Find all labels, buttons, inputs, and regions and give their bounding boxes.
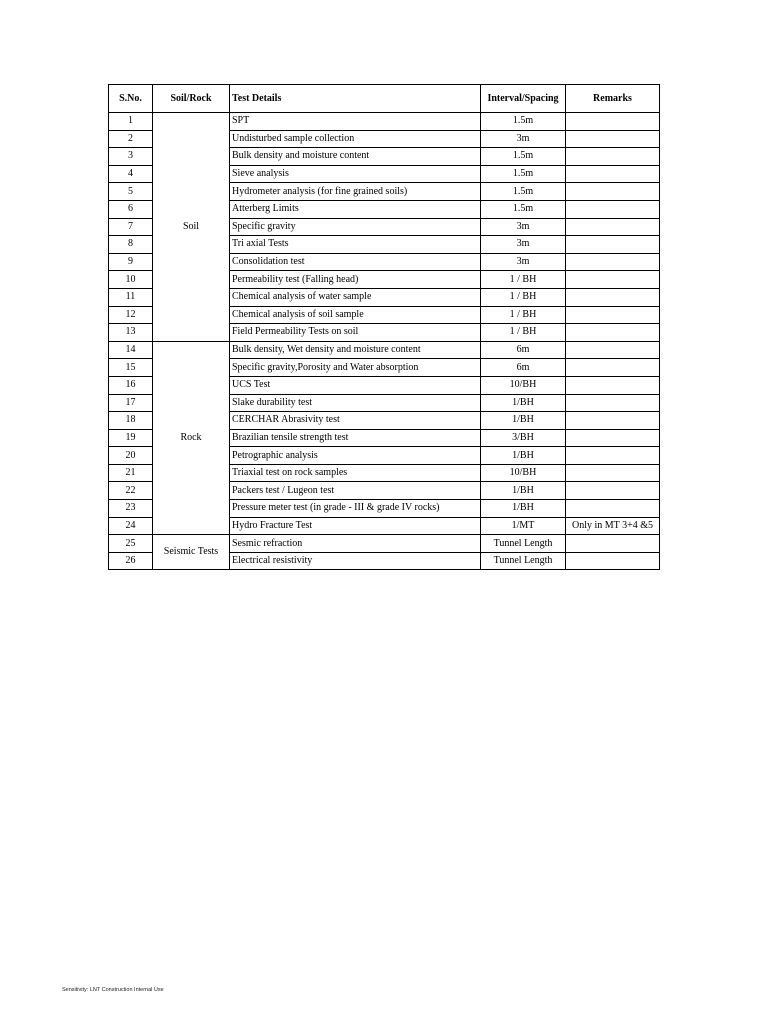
cell-remarks [566, 148, 660, 166]
cell-interval: 10/BH [481, 376, 566, 394]
table-row [109, 535, 660, 553]
header-interval: Interval/Spacing [481, 85, 566, 113]
cell-interval: 3m [481, 253, 566, 271]
cell-sno: 20 [109, 447, 153, 465]
cell-remarks [566, 394, 660, 412]
cell-sno: 9 [109, 253, 153, 271]
cell-remarks: Only in MT 3+4 &5 [566, 517, 660, 535]
cell-interval: 1.5m [481, 148, 566, 166]
cell-sno: 7 [109, 218, 153, 236]
cell-remarks [566, 482, 660, 500]
cell-remarks [566, 429, 660, 447]
cell-remarks [566, 359, 660, 377]
cell-test-details: Specific gravity,Porosity and Water absorption [230, 359, 481, 377]
cell-remarks [566, 253, 660, 271]
cell-sno: 15 [109, 359, 153, 377]
header-sno: S.No. [109, 85, 153, 113]
cell-remarks [566, 130, 660, 148]
cell-test-details: Brazilian tensile strength test [230, 429, 481, 447]
cell-test-details: Slake durability test [230, 394, 481, 412]
cell-remarks [566, 552, 660, 570]
cell-remarks [566, 412, 660, 430]
cell-interval: 3m [481, 236, 566, 254]
cell-remarks [566, 218, 660, 236]
cell-sno: 4 [109, 165, 153, 183]
cell-remarks [566, 306, 660, 324]
cell-remarks [566, 271, 660, 289]
cell-test-details: Hydro Fracture Test [230, 517, 481, 535]
cell-sno: 5 [109, 183, 153, 201]
cell-sno: 23 [109, 500, 153, 518]
cell-test-details: Field Permeability Tests on soil [230, 324, 481, 342]
cell-interval: 3m [481, 218, 566, 236]
cell-interval: Tunnel Length [481, 552, 566, 570]
header-category: Soil/Rock [153, 85, 230, 113]
cell-sno: 21 [109, 464, 153, 482]
cell-test-details: SPT [230, 113, 481, 131]
cell-sno: 2 [109, 130, 153, 148]
cell-test-details: Bulk density and moisture content [230, 148, 481, 166]
cell-remarks [566, 236, 660, 254]
cell-test-details: Chemical analysis of water sample [230, 288, 481, 306]
cell-sno: 17 [109, 394, 153, 412]
cell-interval: 1.5m [481, 113, 566, 131]
cell-interval: 1 / BH [481, 288, 566, 306]
cell-sno: 25 [109, 535, 153, 553]
cell-interval: 3m [481, 130, 566, 148]
cell-sno: 26 [109, 552, 153, 570]
cell-sno: 19 [109, 429, 153, 447]
cell-sno: 13 [109, 324, 153, 342]
cell-interval: 1/BH [481, 482, 566, 500]
table-body [109, 113, 660, 570]
cell-remarks [566, 341, 660, 359]
cell-test-details: Hydrometer analysis (for fine grained soils) [230, 183, 481, 201]
cell-interval: 1.5m [481, 165, 566, 183]
cell-test-details: Specific gravity [230, 218, 481, 236]
cell-interval: 1 / BH [481, 306, 566, 324]
cell-sno: 24 [109, 517, 153, 535]
cell-remarks [566, 324, 660, 342]
cell-remarks [566, 113, 660, 131]
cell-test-details: Chemical analysis of soil sample [230, 306, 481, 324]
cell-remarks [566, 464, 660, 482]
table-row [109, 113, 660, 131]
test-schedule-table [108, 84, 660, 570]
header-remarks: Remarks [566, 85, 660, 113]
sensitivity-footer: Sensitivity: LNT Construction Internal Use [62, 987, 164, 993]
cell-test-details: Atterberg Limits [230, 200, 481, 218]
cell-sno: 16 [109, 376, 153, 394]
cell-interval: 1/BH [481, 394, 566, 412]
cell-test-details: Sieve analysis [230, 165, 481, 183]
cell-sno: 14 [109, 341, 153, 359]
cell-remarks [566, 500, 660, 518]
cell-sno: 3 [109, 148, 153, 166]
cell-sno: 6 [109, 200, 153, 218]
cell-interval: 3/BH [481, 429, 566, 447]
cell-sno: 18 [109, 412, 153, 430]
cell-remarks [566, 288, 660, 306]
cell-interval: 1/BH [481, 412, 566, 430]
cell-remarks [566, 165, 660, 183]
cell-test-details: Consolidation test [230, 253, 481, 271]
cell-test-details: Sesmic refraction [230, 535, 481, 553]
table-header-row [109, 85, 660, 113]
cell-sno: 1 [109, 113, 153, 131]
cell-test-details: Triaxial test on rock samples [230, 464, 481, 482]
cell-interval: 1.5m [481, 183, 566, 201]
cell-interval: 1 / BH [481, 271, 566, 289]
cell-sno: 11 [109, 288, 153, 306]
cell-sno: 10 [109, 271, 153, 289]
cell-test-details: Bulk density, Wet density and moisture content [230, 341, 481, 359]
cell-interval: 6m [481, 341, 566, 359]
cell-test-details: UCS Test [230, 376, 481, 394]
cell-interval: 1 / BH [481, 324, 566, 342]
cell-sno: 12 [109, 306, 153, 324]
cell-test-details: Electrical resistivity [230, 552, 481, 570]
cell-sno: 22 [109, 482, 153, 500]
cell-category: Rock [153, 341, 230, 535]
cell-interval: 6m [481, 359, 566, 377]
cell-interval: 1/MT [481, 517, 566, 535]
cell-test-details: Undisturbed sample collection [230, 130, 481, 148]
header-test-details: Test Details [230, 85, 481, 113]
cell-interval: 10/BH [481, 464, 566, 482]
cell-remarks [566, 535, 660, 553]
cell-test-details: Pressure meter test (in grade - III & grade IV rocks) [230, 500, 481, 518]
cell-test-details: CERCHAR Abrasivity test [230, 412, 481, 430]
cell-interval: 1.5m [481, 200, 566, 218]
cell-test-details: Petrographic analysis [230, 447, 481, 465]
cell-test-details: Tri axial Tests [230, 236, 481, 254]
cell-category: Seismic Tests [153, 535, 230, 570]
cell-interval: Tunnel Length [481, 535, 566, 553]
cell-sno: 8 [109, 236, 153, 254]
cell-remarks [566, 376, 660, 394]
cell-remarks [566, 447, 660, 465]
cell-test-details: Permeability test (Falling head) [230, 271, 481, 289]
cell-remarks [566, 200, 660, 218]
cell-remarks [566, 183, 660, 201]
cell-interval: 1/BH [481, 447, 566, 465]
cell-test-details: Packers test / Lugeon test [230, 482, 481, 500]
table-row [109, 341, 660, 359]
cell-category: Soil [153, 113, 230, 342]
cell-interval: 1/BH [481, 500, 566, 518]
